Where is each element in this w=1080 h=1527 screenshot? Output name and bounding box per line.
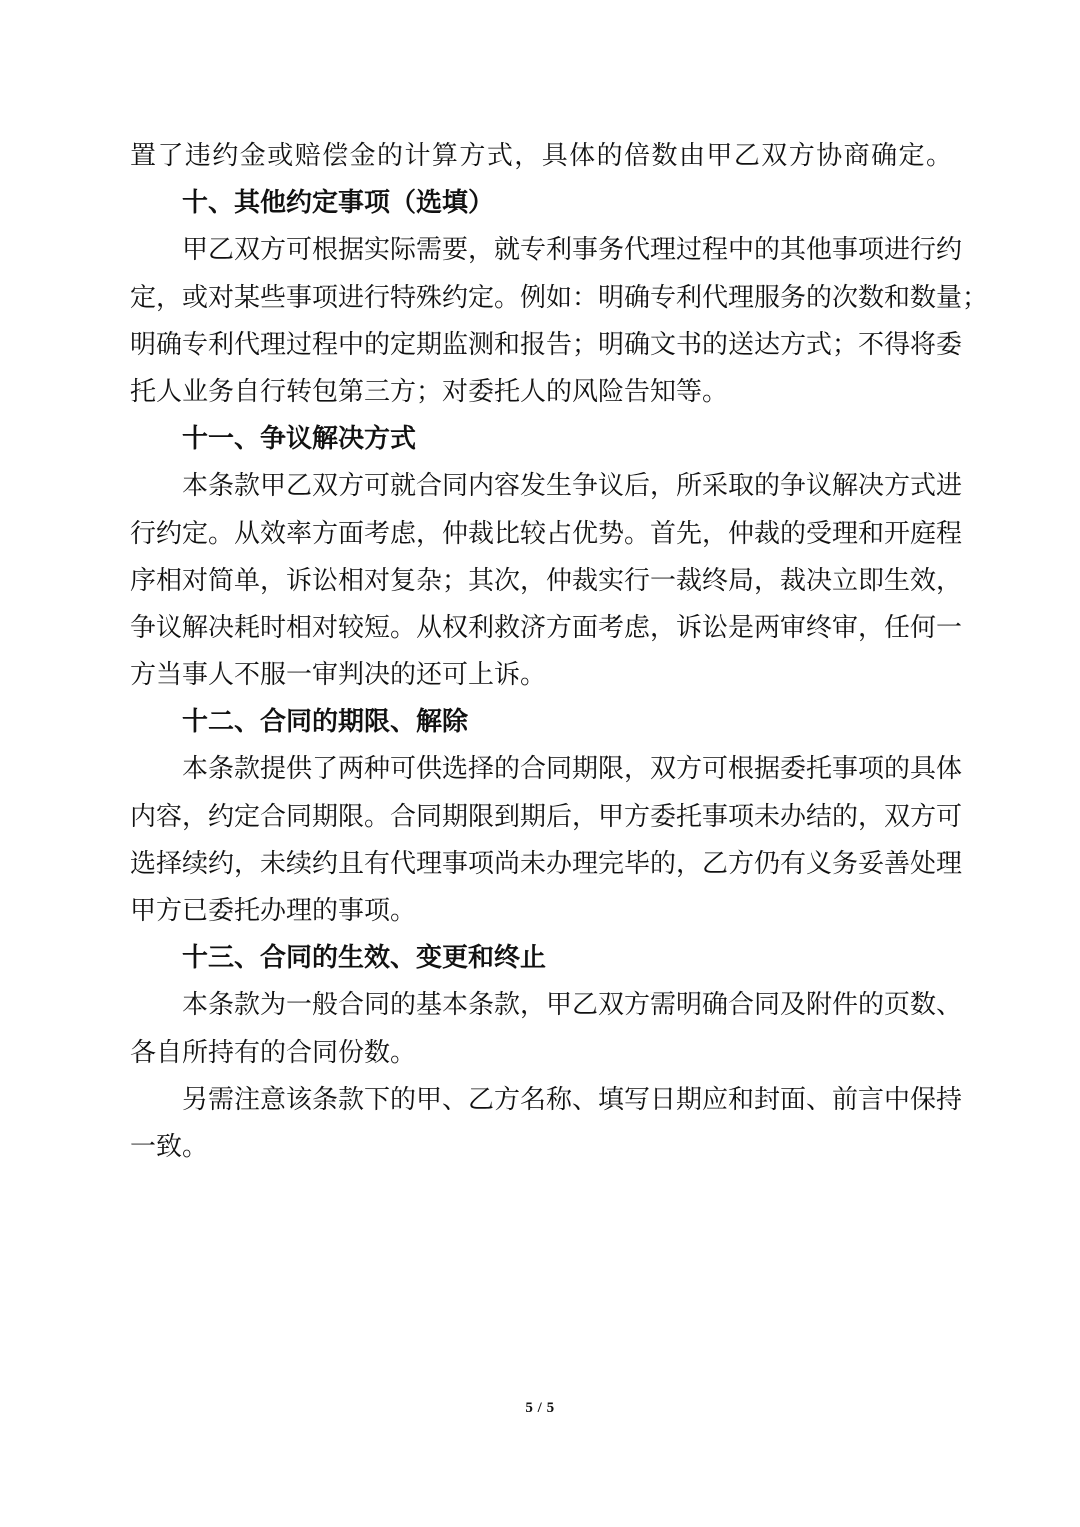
paragraph-line: 本条款甲乙双方可就合同内容发生争议后，所采取的争议解决方式进 [182,471,963,502]
paragraph-line: 各自所持有的合同份数。 [130,1037,417,1068]
section-heading-11: 十一、争议解决方式 [182,424,417,455]
paragraph-line: 托人业务自行转包第三方；对委托人的风险告知等。 [130,376,729,407]
document-body [130,133,989,1171]
paragraph-line: 选择续约，未续约且有代理事项尚未办理完毕的，乙方仍有义务妥善处理 [130,848,963,879]
paragraph-line: 行约定。从效率方面考虑，仲裁比较占优势。首先，仲裁的受理和开庭程 [130,518,963,549]
paragraph-line: 本条款为一般合同的基本条款，甲乙双方需明确合同及附件的页数、 [182,990,963,1021]
paragraph-line: 本条款提供了两种可供选择的合同期限，双方可根据委托事项的具体 [182,754,963,785]
paragraph-line: 甲乙双方可根据实际需要，就专利事务代理过程中的其他事项进行约 [182,235,963,266]
paragraph-line: 定，或对某些事项进行特殊约定。例如：明确专利代理服务的次数和数量； [130,282,989,313]
paragraph-line: 一致。 [130,1131,209,1162]
paragraph-line: 置了违约金或赔偿金的计算方式，具体的倍数由甲乙双方协商确定。 [130,141,952,171]
paragraph-line: 甲方已委托办理的事项。 [130,896,417,926]
section-heading-12: 十二、合同的期限、解除 [182,707,469,738]
page-number: 5 / 5 [525,1400,555,1416]
section-heading-13: 十三、合同的生效、变更和终止 [182,943,547,974]
paragraph-line: 争议解决耗时相对较短。从权利救济方面考虑，诉讼是两审终审，任何一 [130,612,963,643]
paragraph-line: 明确专利代理过程中的定期监测和报告；明确文书的送达方式；不得将委 [130,329,963,360]
paragraph-line: 方当事人不服一审判决的还可上诉。 [130,660,547,691]
paragraph-line: 内容，约定合同期限。合同期限到期后，甲方委托事项未办结的，双方可 [130,801,963,832]
paragraph-line: 另需注意该条款下的甲、乙方名称、填写日期应和封面、前言中保持 [182,1084,963,1115]
section-heading-10: 十、其他约定事项（选填） [182,188,495,219]
paragraph-line: 序相对简单，诉讼相对复杂；其次，仲裁实行一裁终局，裁决立即生效， [130,565,963,596]
